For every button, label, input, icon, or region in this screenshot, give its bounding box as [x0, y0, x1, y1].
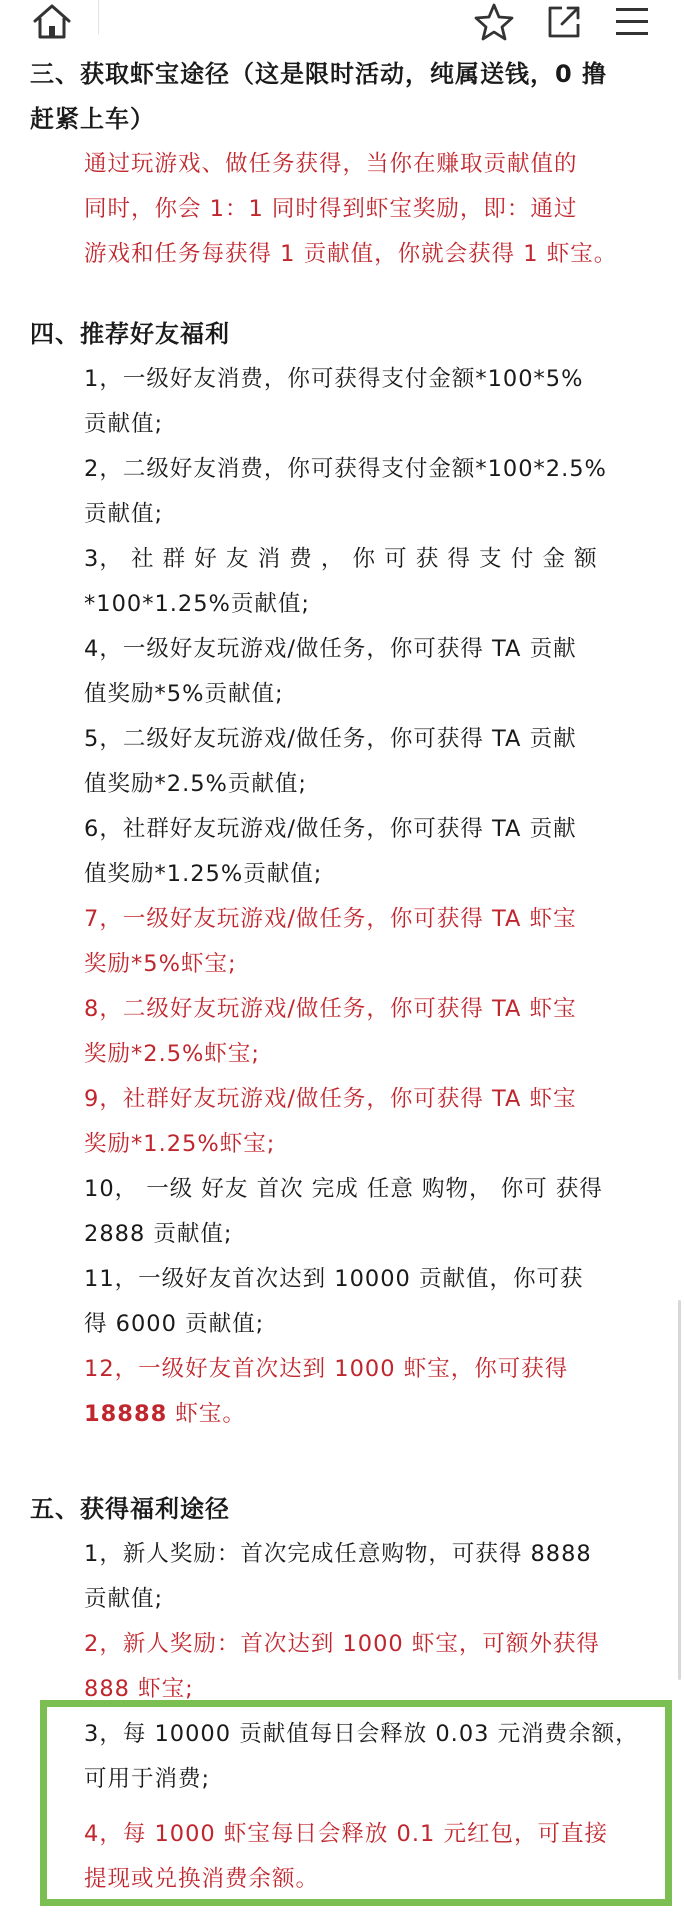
list-item-cont: 奖励*1.25%虾宝;: [84, 1131, 276, 1157]
list-item-cont: [84, 1392, 246, 1437]
section-3-heading-line2: 赶紧上车）: [30, 105, 155, 133]
list-item-cont: 奖励*2.5%虾宝;: [84, 1041, 260, 1067]
section-4-heading: 四、推荐好友福利: [30, 320, 230, 348]
browser-toolbar: [0, 0, 684, 56]
list-item-cont: 提现或兑换消费余额。: [84, 1866, 320, 1892]
list-item-cont: *100*1.25%贡献值;: [84, 591, 311, 617]
section-3-body-line: 同时，你会 1：1 同时得到虾宝奖励，即：通过: [84, 196, 578, 222]
list-item: 4，一级好友玩游戏/做任务，你可获得 TA 贡献: [84, 636, 577, 662]
toolbar-separator: [98, 0, 99, 34]
list-item: 7，一级好友玩游戏/做任务，你可获得 TA 虾宝: [84, 906, 577, 932]
list-item: 11，一级好友首次达到 10000 贡献值，你可获: [84, 1266, 584, 1292]
bold-amount: 18888: [84, 1401, 168, 1427]
list-item-cont: 可用于消费;: [84, 1766, 211, 1792]
scrollbar[interactable]: [678, 1300, 681, 1680]
highlight-box: [40, 1700, 672, 1906]
list-item-cont: 贡献值;: [84, 501, 164, 527]
list-item-cont: 奖励*5%虾宝;: [84, 951, 237, 977]
list-item-cont: 贡献值;: [84, 1586, 164, 1612]
list-item: 4，每 1000 虾宝每日会释放 0.1 元红包，可直接: [84, 1821, 608, 1847]
list-item-cont: 贡献值;: [84, 411, 164, 437]
list-item-cont-text: 虾宝。: [167, 1401, 246, 1427]
list-item: 5，二级好友玩游戏/做任务，你可获得 TA 贡献: [84, 726, 577, 752]
list-item: 8，二级好友玩游戏/做任务，你可获得 TA 虾宝: [84, 996, 577, 1022]
list-item-cont: 值奖励*1.25%贡献值;: [84, 861, 323, 887]
list-item: 9，社群好友玩游戏/做任务，你可获得 TA 虾宝: [84, 1086, 577, 1112]
list-item: 12，一级好友首次达到 1000 虾宝，你可获得: [84, 1356, 569, 1382]
section-3-heading-line1: 三、获取虾宝途径（这是限时活动，纯属送钱，0 撸: [30, 60, 608, 88]
list-item: 2，二级好友消费，你可获得支付金额*100*2.5%: [84, 456, 607, 482]
home-icon[interactable]: [30, 2, 74, 42]
list-item-cont: 得 6000 贡献值;: [84, 1311, 265, 1337]
list-item: 1，新人奖励：首次完成任意购物，可获得 8888: [84, 1541, 592, 1567]
list-item: 3，每 10000 贡献值每日会释放 0.03 元消费余额，: [84, 1721, 639, 1747]
list-item-cont: 2888 贡献值;: [84, 1221, 233, 1247]
share-icon[interactable]: [542, 2, 586, 42]
star-icon[interactable]: [472, 2, 516, 42]
list-item: 1，一级好友消费，你可获得支付金额*100*5%: [84, 366, 584, 392]
list-item: 10， 一级 好友 首次 完成 任意 购物， 你可 获得: [84, 1176, 603, 1202]
list-item-cont: 888 虾宝;: [84, 1676, 194, 1702]
list-item: 2，新人奖励：首次达到 1000 虾宝，可额外获得: [84, 1631, 600, 1657]
menu-icon[interactable]: [610, 2, 654, 42]
section-5-heading: 五、获得福利途径: [30, 1495, 230, 1523]
section-3-body-line: 通过玩游戏、做任务获得，当你在赚取贡献值的: [84, 151, 578, 177]
section-3-body-line: 游戏和任务每获得 1 贡献值，你就会获得 1 虾宝。: [84, 241, 618, 267]
list-item-cont: 值奖励*2.5%贡献值;: [84, 771, 307, 797]
list-item-cont: 值奖励*5%贡献值;: [84, 681, 284, 707]
list-item: 3， 社 群 好 友 消 费 ， 你 可 获 得 支 付 金 额: [84, 546, 598, 572]
list-item: 6，社群好友玩游戏/做任务，你可获得 TA 贡献: [84, 816, 577, 842]
